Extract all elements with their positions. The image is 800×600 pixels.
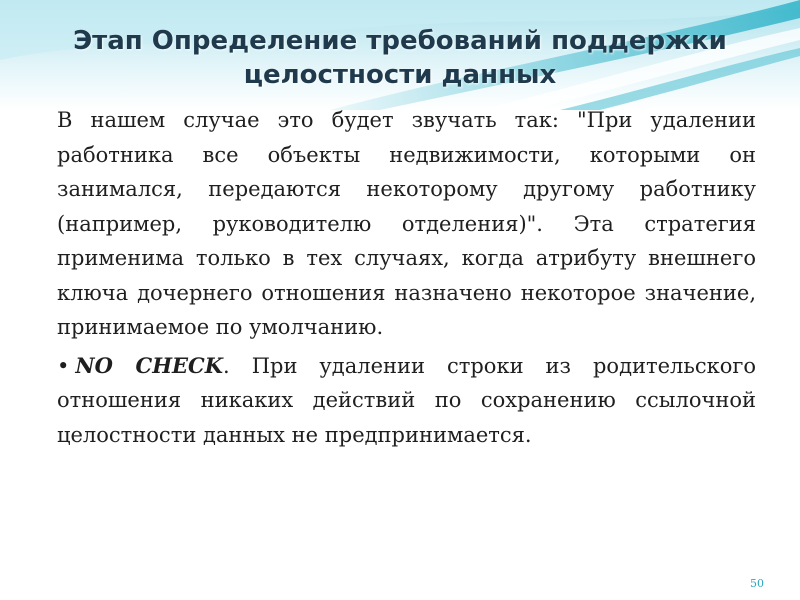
bullet-mark: • bbox=[57, 353, 70, 378]
page-number: 50 bbox=[750, 577, 764, 590]
body-paragraph: В нашем случае это будет звучать так: "При удалении работника все объекты недвижимости, которыми он занимался, передаются некоторому другому работнику (например, руководителю отделения)". Эта стратегия применима только в тех случаях, когда атрибуту внешнего ключа дочернего отношения назначено некоторое значение, принимаемое по умолчанию. bbox=[57, 108, 756, 339]
slide-body bbox=[57, 103, 756, 452]
slide-title-line2: целостности данных bbox=[243, 60, 557, 90]
bullet-term: NO CHECK bbox=[75, 352, 224, 378]
bullet-text: . При удалении строки из родительского отношения никаких действий по сохранению ссылочной целостности данных не предпринимается. bbox=[57, 353, 756, 447]
slide-title-line1: Этап Определение требований поддержки bbox=[73, 26, 727, 56]
bullet-item bbox=[57, 349, 756, 453]
slide-title bbox=[40, 24, 760, 92]
